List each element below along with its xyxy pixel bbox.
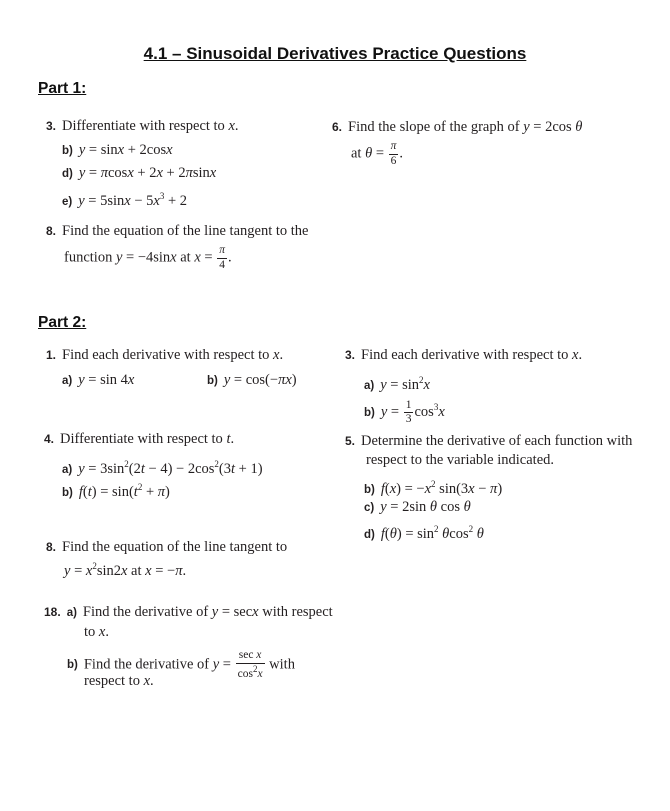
p2-q5d: d) $f(\theta) = \sin^2 \theta\cos^2$ θ [364, 524, 484, 542]
page-title: 4.1 – Sinusoidal Derivatives Practice Questions [143, 44, 527, 63]
p1-q3-prompt: 3. Differentiate with respect to x. [46, 118, 239, 134]
p1-q6-line2: at θ = $\frac{\pi}{6}$ . [351, 140, 404, 167]
p1-q6-prompt: 6. Find the slope of the graph of y = 2cos θ [332, 119, 583, 135]
p1-q8-prompt [46, 222, 308, 240]
sub-label: b) [207, 375, 218, 387]
p2-q1-prompt: 1. Find each derivative with respect to x. [46, 347, 284, 363]
question-number: 4. [44, 432, 55, 446]
question-text: Determine the derivative of each function with [361, 433, 633, 449]
p2-q5b: b) $f(x) = -x^2$ sin(3x − π) [364, 479, 503, 497]
question-number: 8. [46, 224, 57, 238]
p2-q8-line2: $y = x^2\sin 2x$ at x = −π. [64, 561, 187, 579]
sub-label: b) [62, 486, 73, 499]
question-number: 5. [345, 434, 356, 448]
p2-q5-line2: respect to the variable indicated. [366, 452, 555, 468]
sub-label: b) [67, 659, 78, 672]
p2-q4b: b) $f(t) = \sin(t^2 + \pi)$ [62, 482, 170, 500]
question-text: Find the equation of the line tangent to the [62, 223, 309, 239]
p2-q5-prompt [345, 432, 632, 450]
sub-label: a) [66, 607, 77, 619]
sub-label: b) [364, 406, 375, 419]
sub-label: e) [62, 195, 73, 208]
question-number: 8. [46, 540, 57, 554]
p1-q3b: b) y = sinx + 2cosx [62, 142, 173, 158]
p2-q8-prompt [46, 538, 287, 556]
p2-q5c: c) y = 2sin θ cos θ [364, 499, 471, 515]
question-number: 3. [46, 119, 57, 133]
p2-q4-prompt: 4. Differentiate with respect to t. [44, 431, 235, 447]
p2-q18b-line2: respect to x. [84, 673, 154, 689]
part2-heading: Part 2: [38, 314, 87, 331]
question-number: 1. [46, 348, 57, 362]
sub-label: a) [62, 375, 73, 387]
question-number: 6. [332, 120, 343, 134]
sub-label: d) [364, 528, 375, 541]
sub-label: d) [62, 168, 73, 180]
p2-q1a: a) y = sin 4x [62, 372, 135, 388]
sub-label: b) [364, 483, 375, 496]
question-number: 18. [44, 605, 61, 619]
p2-q3a: a) $y = \sin^2x$ [364, 375, 430, 393]
question-text: Find the equation of the line tangent to [62, 539, 288, 555]
question-number: 3. [345, 348, 356, 362]
p2-q3b: b) y = $\frac{1}{3}$ $\cos^3x$ [364, 398, 445, 425]
p2-q18a-line2: to x. [84, 624, 109, 640]
p2-q4a: a) $y = 3\sin^2(2t - 4) - 2\cos^2(3t + 1)$ [62, 459, 263, 477]
sub-label: b) [62, 145, 73, 157]
p2-q18a: 18. a) Find the derivative of y = secx with respect [44, 604, 333, 620]
p1-q3d: d) y = πcosx + 2x + 2πsinx [62, 165, 217, 181]
p2-q18b: b) Find the derivative of y = $\frac{\text{sec x}}{\cos^2x}$ with [67, 649, 295, 680]
sub-label: a) [364, 379, 375, 392]
p1-q3e: e) $y = 5\sin x - 5x^3 + 2$ [62, 191, 188, 209]
p2-q3-prompt: 3. Find each derivative with respect to x. [345, 347, 583, 363]
part1-heading: Part 1: [38, 80, 87, 97]
p1-q8-line2: function y = −4sinx at x = $\frac{\pi}{4}$ . [64, 244, 232, 271]
p2-q1b: b) y = cos(−πx) [207, 372, 297, 388]
sub-label: c) [364, 502, 375, 514]
question-text: Differentiate with respect to [62, 118, 229, 134]
sub-label: a) [62, 463, 73, 476]
